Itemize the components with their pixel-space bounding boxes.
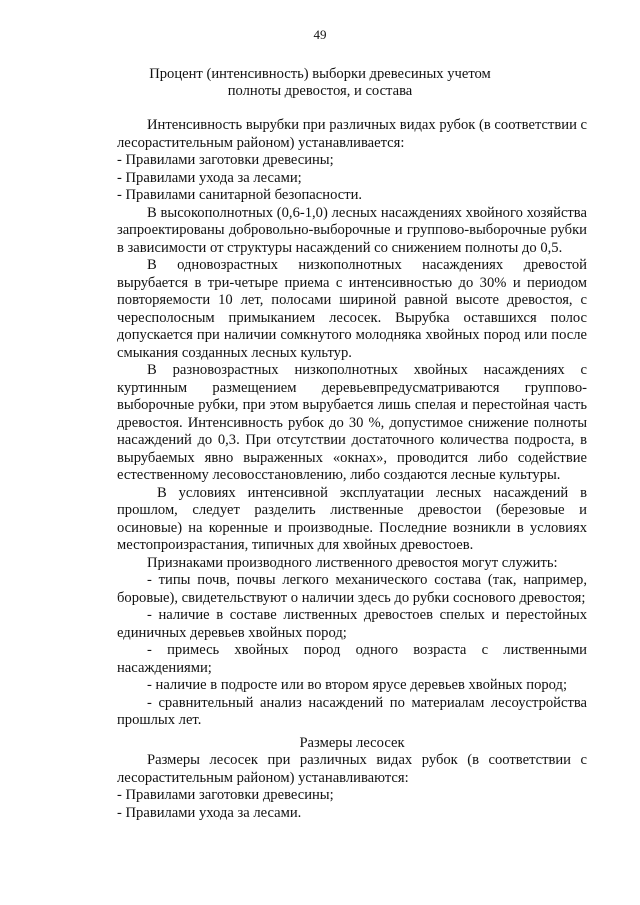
list-item: - наличие в подросте или во втором ярусе деревьев хвойных пород; (147, 677, 568, 693)
paragraph: Размеры лесосек при различных видах рубок (в соответствии с лесорастительным районом) устанавливаются: (117, 752, 587, 786)
list-item: - Правилами санитарной безопасности. (117, 187, 363, 203)
list-item: - Правилами ухода за лесами. (117, 804, 302, 821)
paragraph: Интенсивность вырубки при различных видах рубок (в соответствии с лесорастительным районом) устанавливается: (117, 117, 587, 151)
section-body (117, 117, 587, 730)
paragraph: В разновозрастных низкополнотных хвойных насаждениях с куртинным размещением деревьевпредусматриваются группово-выборочные рубки, при этом вырубается лишь спелая и перестойная часть древостоя. Интенсивность рубок до 30 %, допустимое снижение полноты насаждений до 0,3. При отсутствии достаточного количества подроста, в вырубаемых явно выраженных «окнах», проводится либо содействие естественному лесовосстановлению, либо создаются лесные культуры. (117, 362, 587, 483)
list-item: - Правилами заготовки древесины; (117, 152, 334, 168)
section-title (120, 66, 520, 100)
page-number: 49 (313, 27, 327, 42)
subsection-body (117, 752, 587, 822)
list-item: - Правилами ухода за лесами; (117, 169, 302, 186)
paragraph: Признаками производного лиственного древостоя могут служить: (147, 554, 558, 571)
title-line-2: полноты древостоя, и состава (227, 83, 413, 99)
paragraph: В одновозрастных низкополнотных насаждениях древостой вырубается в три-четыре приема с интенсивностью до 30% и периодом повторяемости 10 лет, полосами шириной равной высоте древостоя, с чересполосным примыканием лесосек. Вырубка оставшихся полос допускается при наличии сомкнутого молодняка хвойных пород или после смыкания созданных лесных культур. (117, 257, 587, 361)
list-item: - Правилами заготовки древесины; (117, 787, 334, 803)
list-item: - сравнительный анализ насаждений по материалам лесоустройства прошлых лет. (117, 694, 587, 728)
subsection-title: Размеры лесосек (299, 735, 405, 751)
paragraph: В условиях интенсивной эксплуатации лесных насаждений в прошлом, следует разделить лиственные древостои (березовые и осиновые) на коренные и производные. Последние возникли в условиях местопроизрастания, типичных для хвойных древостоев. (117, 484, 587, 553)
paragraph: В высокополнотных (0,6-1,0) лесных насаждениях хвойного хозяйства запроектированы добровольно-выборочные и группово-выборочные рубки в зависимости от структуры насаждений со снижением полноты до 0,5. (117, 204, 587, 256)
list-item: - типы почв, почвы легкого механического состава (так, например, боровые), свидетельствуют о наличии здесь до рубки соснового древостоя; (117, 572, 587, 606)
title-line-1: Процент (интенсивность) выборки древесиных учетом (149, 66, 491, 82)
list-item: - наличие в составе лиственных древостоев спелых и перестойных единичных деревьев хвойных пород; (117, 607, 587, 641)
list-item: - примесь хвойных пород одного возраста с лиственными насаждениями; (117, 642, 587, 676)
